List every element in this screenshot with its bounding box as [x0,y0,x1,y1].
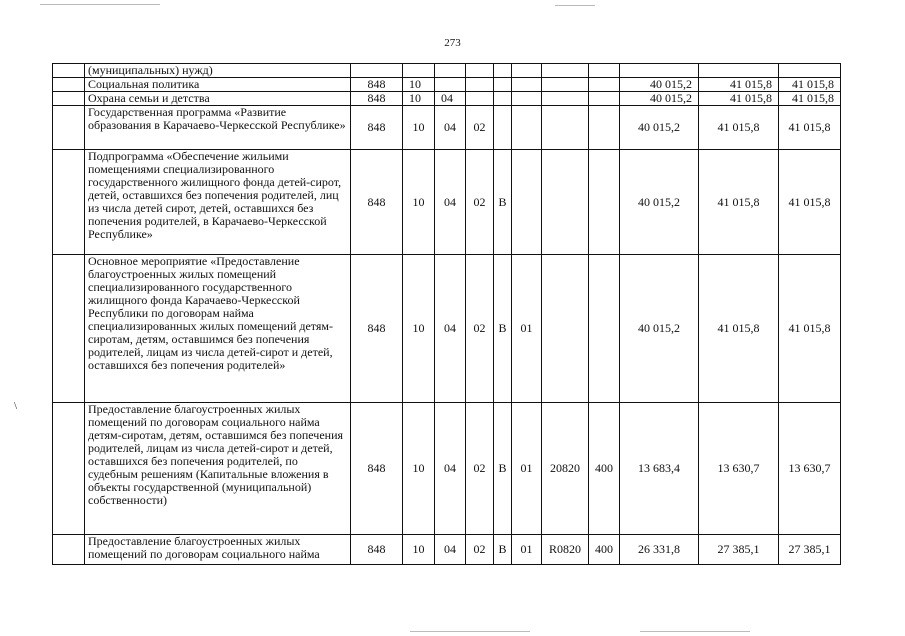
table-cell [466,64,494,78]
table-cell [620,64,699,78]
table-cell [699,64,779,78]
table-row [53,535,841,565]
table-cell [512,92,542,106]
table-cell: 41 015,8 [779,106,841,150]
table-cell: 41 015,8 [779,92,841,106]
table-cell: В [494,150,512,255]
table-cell: 13 683,4 [620,403,699,535]
table-cell: 41 015,8 [699,92,779,106]
table-cell [542,92,589,106]
table-cell: 04 [435,535,466,565]
table-cell: 41 015,8 [699,78,779,92]
table-cell [466,92,494,106]
table-cell: 10 [403,92,435,106]
table-cell: 40 015,2 [620,78,699,92]
table-cell: 04 [435,106,466,150]
table-cell [351,64,403,78]
table-cell: 848 [351,150,403,255]
table-cell: 27 385,1 [699,535,779,565]
table-cell: 848 [351,106,403,150]
table-cell [589,106,620,150]
table-cell: 04 [435,150,466,255]
table-cell [589,92,620,106]
table-cell [542,150,589,255]
table-cell: 41 015,8 [779,78,841,92]
table-cell: 400 [589,403,620,535]
table-cell: 400 [589,535,620,565]
table-cell [494,64,512,78]
table-cell [779,64,841,78]
table-cell [512,64,542,78]
table-cell [542,106,589,150]
page-number: 273 [444,37,461,49]
table-cell [589,64,620,78]
scan-artifact-top-right [555,5,595,6]
table-cell: 10 [403,106,435,150]
table-cell: 02 [466,255,494,403]
table-cell: 04 [435,403,466,535]
table-cell: 848 [351,92,403,106]
table-cell: 04 [435,255,466,403]
table-cell: 27 385,1 [779,535,841,565]
table-row [53,403,841,535]
table-cell: 40 015,2 [620,92,699,106]
table-cell: 01 [512,535,542,565]
budget-table [52,63,841,565]
table-cell: 20820 [542,403,589,535]
table-cell-margin [53,535,85,565]
row-name: Предоставление благоустроенных жилых помещений по договорам социального найма [85,535,351,565]
table-cell-margin [53,78,85,92]
table-cell [466,78,494,92]
table-cell: 848 [351,535,403,565]
row-name: Охрана семьи и детства [85,92,351,106]
table-cell: 02 [466,106,494,150]
table-cell [542,78,589,92]
table-cell [435,78,466,92]
table-row [53,64,841,78]
table-cell: В [494,255,512,403]
scan-artifact-bottom [410,631,530,632]
table-cell: 40 015,2 [620,255,699,403]
table-cell [512,106,542,150]
table-cell: 41 015,8 [779,150,841,255]
table-cell [403,64,435,78]
table-cell [589,255,620,403]
table-cell: 02 [466,403,494,535]
table-cell: В [494,535,512,565]
table-cell [512,78,542,92]
table-row [53,255,841,403]
table-cell [494,106,512,150]
table-cell: 02 [466,535,494,565]
table-row [53,150,841,255]
table-cell [589,150,620,255]
table-cell: 26 331,8 [620,535,699,565]
table-cell [542,255,589,403]
table-cell: 41 015,8 [699,255,779,403]
table-cell [589,78,620,92]
row-name: Предоставление благоустроенных жилых помещений по договорам социального найма детям-сиротам, детям, оставшимся без попечения родителей, лицам из числа детей-сирот и детей, оставшихся без попечения родителей, по судебным решениям (Капитальные вложения в объекты государственной (муниципальной) собственности) [85,403,351,535]
scan-artifact-bottom-right [640,631,750,632]
table-cell-margin [53,403,85,535]
table-cell: 01 [512,403,542,535]
table-cell-margin [53,64,85,78]
table-cell: R0820 [542,535,589,565]
table-cell: 10 [403,255,435,403]
row-name: Социальная политика [85,78,351,92]
table-row [53,92,841,106]
scan-artifact-top [40,4,160,5]
table-row [53,78,841,92]
table-cell [494,78,512,92]
table-cell: 41 015,8 [699,150,779,255]
table-cell [512,150,542,255]
row-name: Государственная программа «Развитие образования в Карачаево-Черкесской Республике» [85,106,351,150]
table-cell: 848 [351,255,403,403]
table-row [53,106,841,150]
table-cell: 10 [403,403,435,535]
margin-mark: \ [14,400,18,412]
table-cell-margin [53,92,85,106]
row-name: Основное мероприятие «Предоставление благоустроенных жилых помещений специализированного государственного жилищного фонда Карачаево-Черкесской Республики по договорам найма специализированных жилых помещений детям-сиротам, детям, оставшимся без попечения родителей, лицам из числа детей-сирот и детей, оставшихся без попечения родителей» [85,255,351,403]
row-name: Подпрограмма «Обеспечение жильими помещениями специализированного государственного жилищного фонда детей-сирот, детей, оставшихся без попечения родителей, лиц из числа детей сирот, детей, оставшихся без попечения родителей, в Карачаево-Черкесской Республике» [85,150,351,255]
table-cell [435,64,466,78]
table-cell-margin [53,150,85,255]
table-cell [542,64,589,78]
table-cell: 848 [351,78,403,92]
table-cell: 02 [466,150,494,255]
table-cell: 10 [403,78,435,92]
table-cell: 13 630,7 [699,403,779,535]
table-cell-margin [53,106,85,150]
table-cell [494,92,512,106]
table-cell: 40 015,2 [620,150,699,255]
table-cell: 01 [512,255,542,403]
table-cell: В [494,403,512,535]
row-name: (муниципальных) нужд) [85,64,351,78]
table-cell: 04 [435,92,466,106]
table-cell: 40 015,2 [620,106,699,150]
table-cell: 10 [403,535,435,565]
table-cell: 41 015,8 [779,255,841,403]
table-cell-margin [53,255,85,403]
table-cell: 13 630,7 [779,403,841,535]
table-cell: 41 015,8 [699,106,779,150]
table-cell: 10 [403,150,435,255]
table-cell: 848 [351,403,403,535]
